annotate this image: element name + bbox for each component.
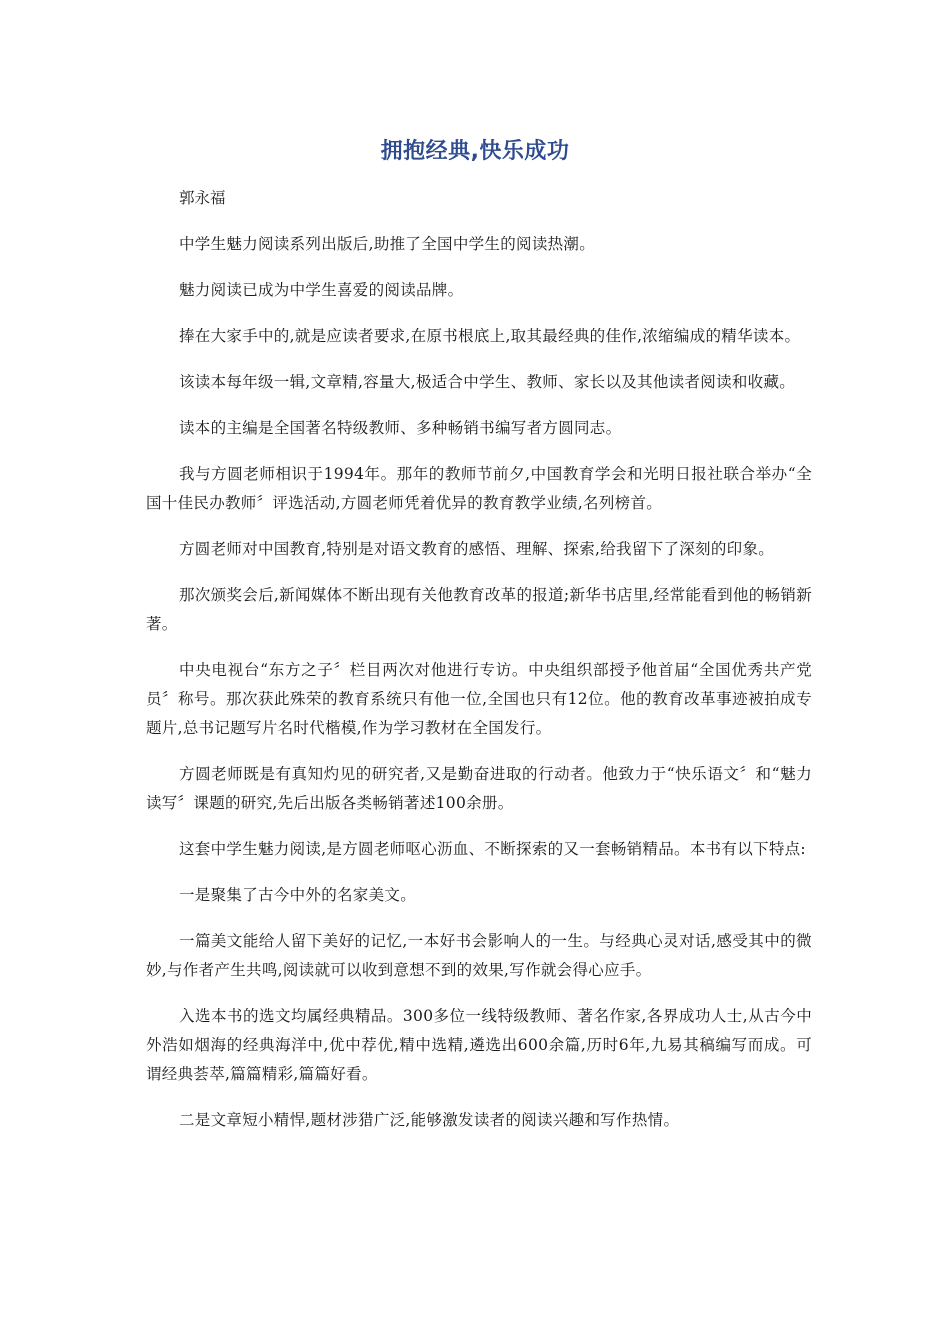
paragraph: 读本的主编是全国著名特级教师、多种畅销书编写者方圆同志。 — [179, 419, 622, 437]
paragraph: 该读本每年级一辑,文章精,容量大,极适合中学生、教师、家长以及其他读者阅读和收藏。 — [179, 373, 796, 391]
paragraph: 方圆老师对中国教育,特别是对语文教育的感悟、理解、探索,给我留下了深刻的印象。 — [179, 540, 775, 558]
paragraph: 二是文章短小精悍,题材涉猎广泛,能够激发读者的阅读兴趣和写作热情。 — [179, 1111, 680, 1129]
paragraph: 那次颁奖会后,新闻媒体不断出现有关他教育改革的报道;新华书店里,经常能看到他的畅销新著。 — [146, 586, 812, 633]
paragraph: 捧在大家手中的,就是应读者要求,在原书根底上,取其最经典的佳作,浓缩编成的精华读本。 — [179, 327, 801, 345]
paragraph: 中学生魅力阅读系列出版后,助推了全国中学生的阅读热潮。 — [179, 235, 596, 253]
article-body — [146, 184, 812, 1152]
paragraph: 我与方圆老师相识于1994年。那年的教师节前夕,中国教育学会和光明日报社联合举办“全国十佳民办教师〞评选活动,方圆老师凭着优异的教育教学业绩,名列榜首。 — [146, 465, 812, 512]
paragraph: 中央电视台“东方之子〞栏目两次对他进行专访。中央组织部授予他首届“全国优秀共产党员〞称号。那次获此殊荣的教育系统只有他一位,全国也只有12位。他的教育改革事迹被拍成专题片,总书记题写片名时代楷模,作为学习教材在全国发行。 — [146, 661, 812, 737]
paragraph: 这套中学生魅力阅读,是方圆老师呕心沥血、不断探索的又一套畅销精品。本书有以下特点: — [179, 840, 806, 858]
paragraph: 入选本书的选文均属经典精品。300多位一线特级教师、著名作家,各界成功人士,从古今中外浩如烟海的经典海洋中,优中荐优,精中选精,遴选出600余篇,历时6年,九易其稿编写而成。可谓经典荟萃,篇篇精彩,篇篇好看。 — [146, 1007, 812, 1083]
paragraph: 一是聚集了古今中外的名家美文。 — [179, 886, 417, 904]
paragraph: 一篇美文能给人留下美好的记忆,一本好书会影响人的一生。与经典心灵对话,感受其中的微妙,与作者产生共鸣,阅读就可以收到意想不到的效果,写作就会得心应手。 — [146, 932, 812, 979]
paragraph: 方圆老师既是有真知灼见的研究者,又是勤奋进取的行动者。他致力于“快乐语文〞和“魅力读写〞课题的研究,先后出版各类畅销著述100余册。 — [146, 765, 812, 812]
author-name: 郭永福 — [179, 189, 226, 207]
paragraph: 魅力阅读已成为中学生喜爱的阅读品牌。 — [179, 281, 464, 299]
page-title: 拥抱经典,快乐成功 — [380, 139, 570, 164]
